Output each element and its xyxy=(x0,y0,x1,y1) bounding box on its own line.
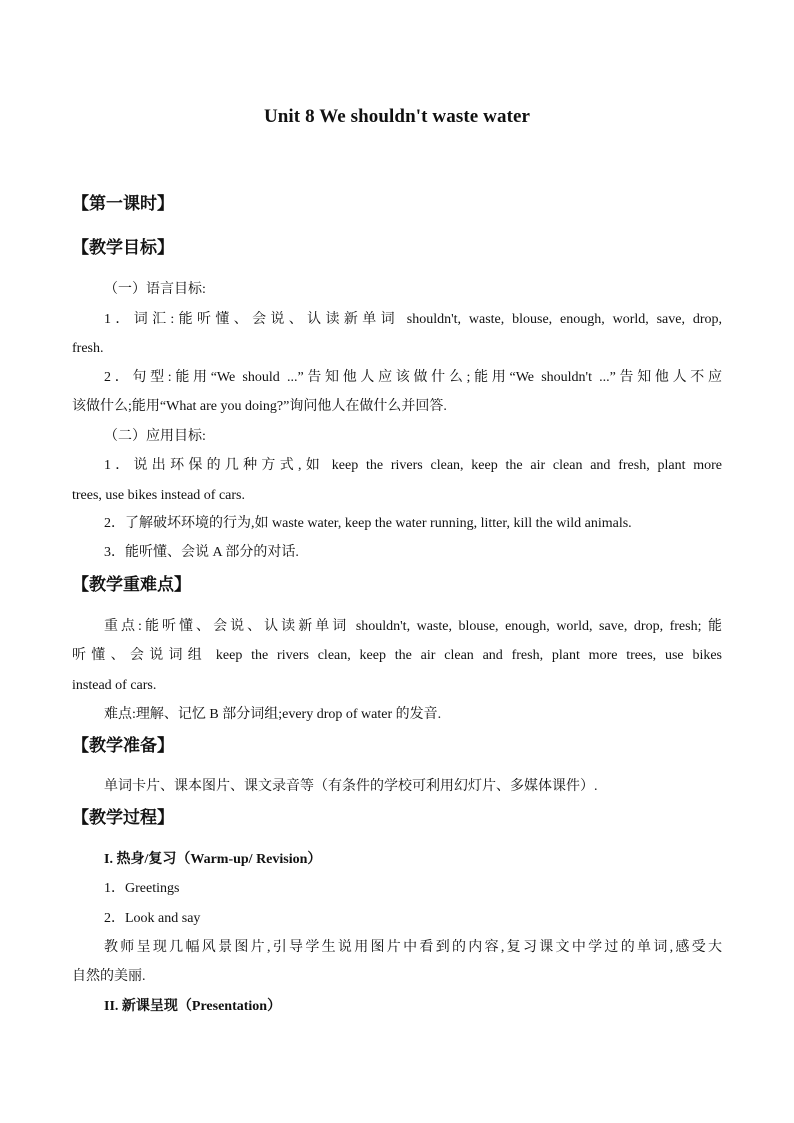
keypoints-line-3: instead of cars. xyxy=(72,678,157,693)
document-title: Unit 8 We shouldn't waste water xyxy=(263,106,531,127)
process-heading: 【教学过程】 xyxy=(72,808,174,828)
warmup-desc-line-1: 教师呈现几幅风景图片,引导学生说用图片中看到的内容,复习课文中学过的单词,感受大 xyxy=(104,940,722,955)
prep-heading: 【教学准备】 xyxy=(72,736,174,756)
application-3: 3．能听懂、会说 A 部分的对话. xyxy=(104,545,299,560)
application-2: 2．了解破坏环境的行为,如 waste water, keep the water running, litter, kill the wild animals. xyxy=(104,516,632,531)
vocab-line-1: 1．词汇:能听懂、会说、认读新单词 shouldn't, waste, blouse, enough, world, save, drop, xyxy=(104,312,722,327)
lesson-label: 【第一课时】 xyxy=(72,194,174,214)
goals-heading: 【教学目标】 xyxy=(72,238,174,258)
warmup-heading: I. 热身/复习（Warm-up/ Revision） xyxy=(104,852,322,867)
vocab-line-2: fresh. xyxy=(72,341,104,356)
greetings-line: 1．Greetings xyxy=(104,881,180,896)
warmup-desc-line-2: 自然的美丽. xyxy=(72,969,146,984)
application-1-line-2: trees, use bikes instead of cars. xyxy=(72,488,245,503)
presentation-heading: II. 新课呈现（Presentation） xyxy=(104,999,282,1014)
language-goals-heading: （一）语言目标: xyxy=(104,282,206,297)
sentence-line-2: 该做什么;能用“What are you doing?”询问他人在做什么并回答. xyxy=(72,399,447,414)
prep-line: 单词卡片、课本图片、课文录音等（有条件的学校可利用幻灯片、多媒体课件）. xyxy=(104,779,598,794)
look-and-say-line: 2．Look and say xyxy=(104,911,201,926)
difficulty-line: 难点:理解、记忆 B 部分词组;every drop of water 的发音. xyxy=(104,707,442,722)
keypoints-line-2: 听懂、会说词组 keep the rivers clean, keep the air clean and fresh, plant more trees, use bikes xyxy=(72,648,722,663)
application-1-line-1: 1．说出环保的几种方式,如 keep the rivers clean, keep the air clean and fresh, plant more xyxy=(104,458,722,473)
sentence-line-1: 2．句型:能用“We should ...”告知他人应该做什么;能用“We shouldn't ...”告知他人不应 xyxy=(104,370,722,385)
keypoints-heading: 【教学重难点】 xyxy=(72,575,191,595)
application-goals-heading: （二）应用目标: xyxy=(104,429,206,444)
keypoints-line-1: 重点:能听懂、会说、认读新单词 shouldn't, waste, blouse, enough, world, save, drop, fresh; 能 xyxy=(104,619,722,634)
